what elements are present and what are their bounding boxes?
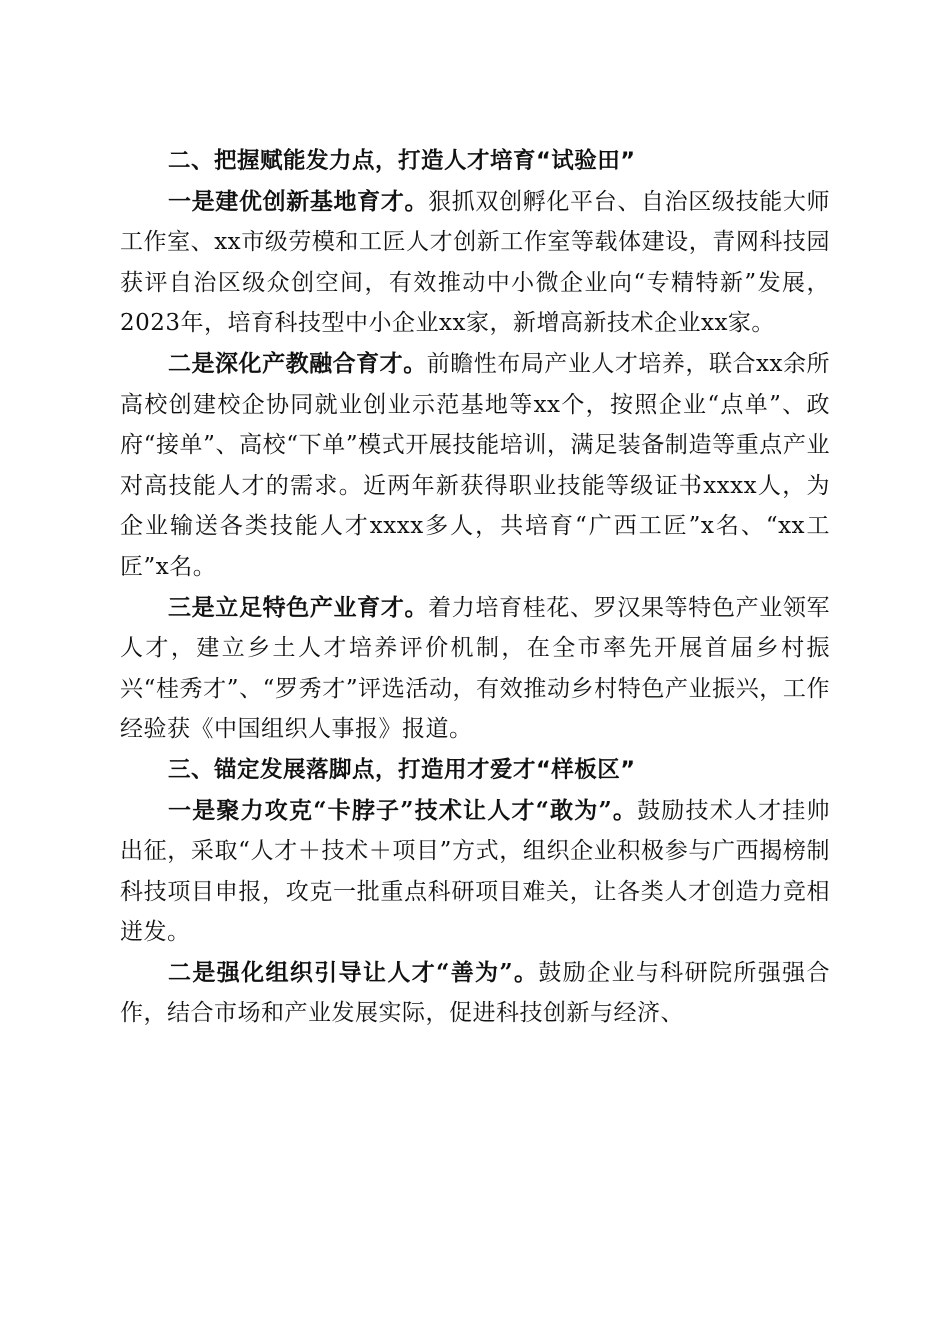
paragraph-text: 狠抓双创孵化平台、自治区级技能大师工作室、xx市级劳模和工匠人才创新工作室等载体建设，青网科技园获评自治区级众创空间，有效推动中小微企业向“专精特新”发展，2023年，培育科技型中小企业xx家，新增高新技术企业xx家。: [120, 188, 831, 337]
paragraph-innovation-base: [120, 182, 830, 344]
section-heading-3: 三、锚定发展落脚点，打造用才爱才“样板区”: [168, 756, 636, 783]
paragraph-lead: 二是深化产教融合育才。: [168, 349, 427, 377]
section-heading-2: 二、把握赋能发力点，打造人才培育“试验田”: [168, 148, 636, 174]
paragraph-organization-guidance: [120, 953, 830, 1034]
paragraph-lead: 二是强化组织引导让人才“善为”。: [168, 958, 539, 986]
paragraph-industry-education: [120, 344, 830, 588]
paragraph-lead: 一是聚力攻克“卡脖子”技术让人才“敢为”。: [168, 796, 638, 824]
paragraph-text: 着力培育桂花、罗汉果等特色产业领军人才，建立乡土人才培养评价机制，在全市率先开展首届乡村振兴“桂秀才”、“罗秀才”评选活动，有效推动乡村特色产业振兴，工作经验获《中国组织人事报》报道。: [120, 594, 831, 743]
paragraph-lead: 三是立足特色产业育才。: [168, 593, 429, 621]
document-body: [120, 141, 830, 1034]
paragraph-key-technology: [120, 791, 830, 953]
paragraph-specialty-industry: [120, 588, 830, 750]
paragraph-text: 前瞻性布局产业人才培养，联合xx余所高校创建校企协同就业创业示范基地等xx个，按照企业“点单”、政府“接单”、高校“下单”模式开展技能培训，满足装备制造等重点产业对高技能人才的需求。近两年新获得职业技能等级证书xxxx人，为企业输送各类技能人才xxxx多人，共培育“广西工匠”x名、“xx工匠”x名。: [120, 350, 831, 580]
paragraph-text: 鼓励企业与科研院所强强合作，结合市场和产业发展实际，促进科技创新与经济、: [120, 959, 830, 1027]
paragraph-lead: 一是建优创新基地育才。: [168, 187, 429, 215]
paragraph-text: 鼓励技术人才挂帅出征，采取“人才＋技术＋项目”方式，组织企业积极参与广西揭榜制科技项目申报，攻克一批重点科研项目难关，让各类人才创造力竞相迸发。: [120, 797, 831, 946]
